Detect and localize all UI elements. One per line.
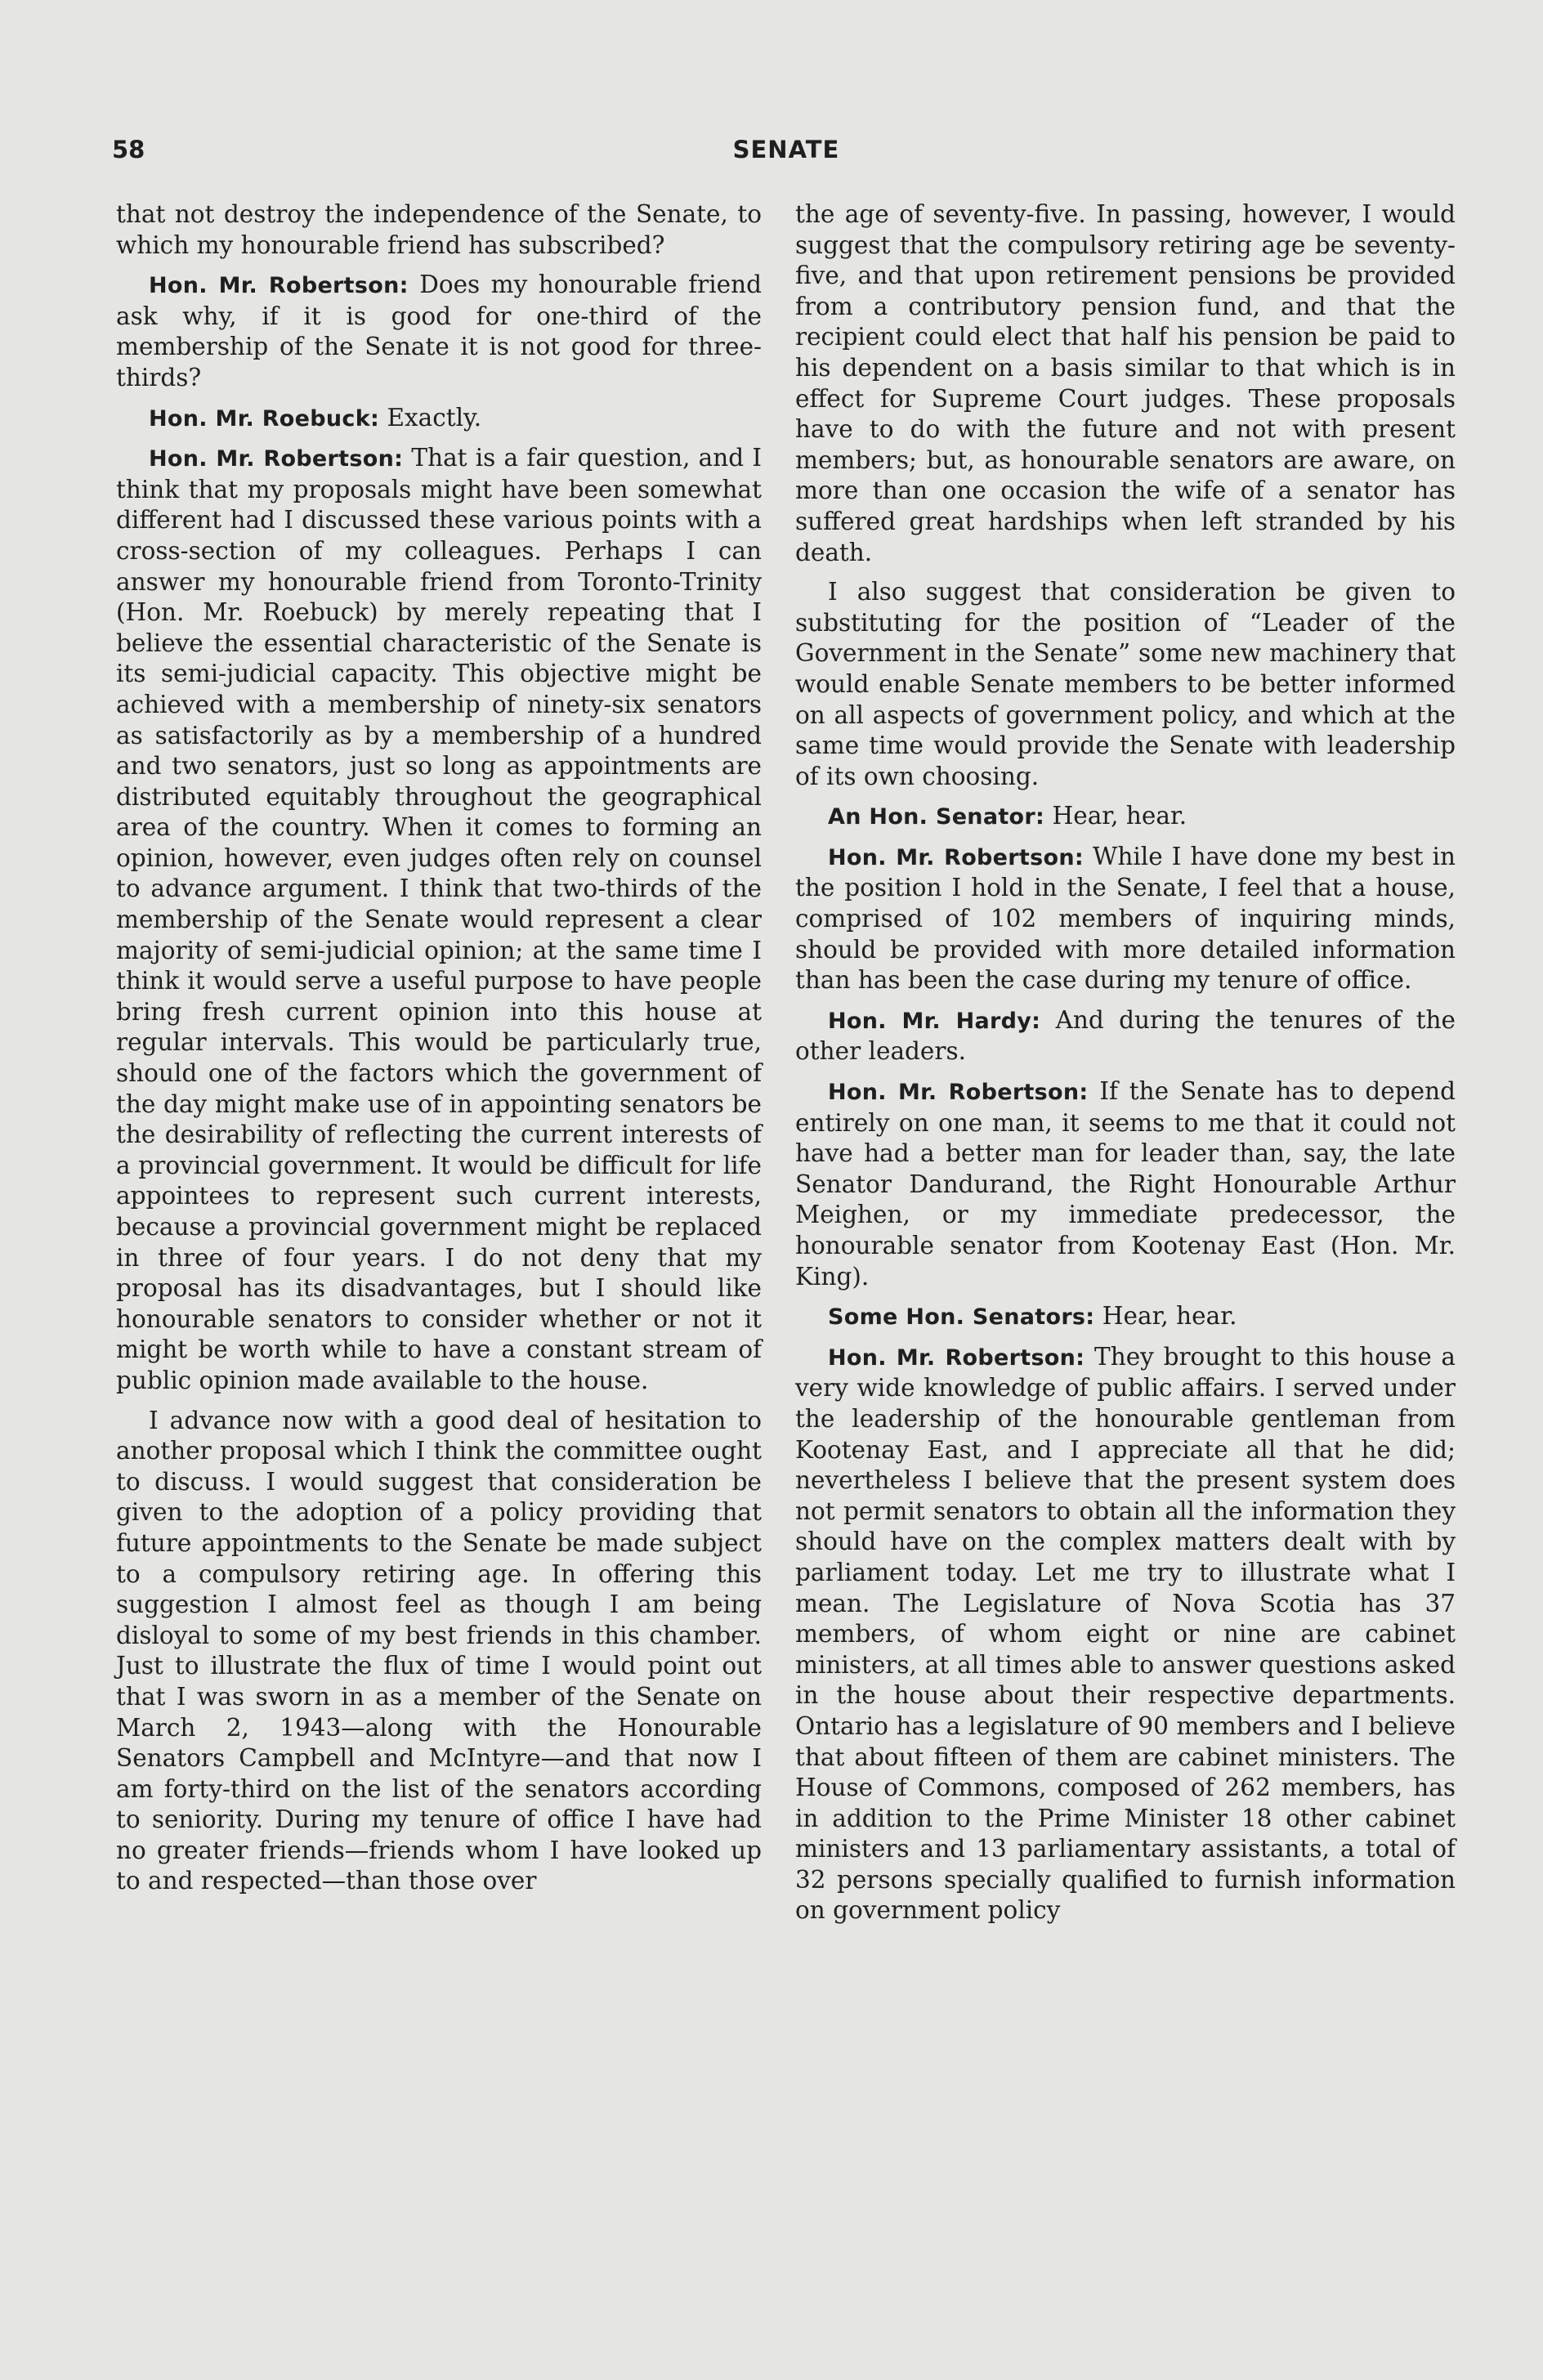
page-title: SENATE	[732, 136, 840, 163]
paragraph	[795, 199, 1456, 568]
paragraph	[795, 577, 1456, 792]
speaker-name: Hon. Mr. Robertson:	[149, 446, 404, 472]
paragraph	[116, 199, 762, 261]
paragraph-text: Hear, hear.	[1052, 802, 1187, 830]
paragraph	[795, 842, 1456, 996]
paragraph-text: That is a fair question, and I think that my proposals might have been somewhat different had I discussed these various points with a cross-section of my colleagues. Perhaps I can answer my honourable friend from Toronto-Trinity (Hon. Mr. Roebuck) by merely repeating that I believe the essential characteristic of the Senate is its semi-judicial capacity. This objective might be achieved with a membership of ninety-six senators as satisfactorily as by a membership of a hundred and two senators, just so long as appointments are distributed equitably throughout the geographical area of the country. When it comes to forming an opinion, however, even judges often rely on counsel to advance argument. I think that two-thirds of the membership of the Senate would represent a clear majority of semi-judicial opinion; at the same time I think it would serve a useful purpose to have people bring fresh current opinion into this house at regular intervals. This would be particularly true, should one of the factors which the government of the day might make use of in appointing senators be the desirability of reflecting the current interests of a provincial government. It would be difficult for life appointees to represent such current interests, because a provincial government might be replaced in three of four years. I do not deny that my proposal has its disadvantages, but I should like honourable senators to consider whether or not it might be worth while to have a constant stream of public opinion made available to the house.	[116, 444, 762, 1394]
speaker-name: Hon. Mr. Hardy:	[828, 1008, 1041, 1034]
paragraph	[116, 270, 762, 393]
paragraph	[795, 1076, 1456, 1292]
paragraph-text: the age of seventy-five. In passing, however, I would suggest that the compulsory retiring age be seventy-five, and that upon retirement pensions be provided from a contributory pension fund, and that the recipient could elect that half his pension be paid to his dependent on a basis similar to that which is in effect for Supreme Court judges. These proposals have to do with the future and not with present members; but, as honourable senators are aware, on more than one occasion the wife of a senator has suffered great hardships when left stranded by his death.	[795, 200, 1456, 566]
paragraph-text: Does my honourable friend ask why, if it is good for one-third of the membership of the Senate it is not good for three-thirds?	[116, 271, 762, 391]
paragraph-text: And during the tenures of the other leaders.	[795, 1005, 1456, 1066]
paragraph-text: that not destroy the independence of the Senate, to which my honourable friend has subscribed?	[116, 200, 762, 259]
speaker-name: Hon. Mr. Robertson:	[828, 844, 1084, 870]
speaker-name: Hon. Mr. Robertson:	[828, 1080, 1089, 1106]
speaker-name: Hon. Mr. Robertson:	[149, 273, 409, 299]
paragraph-text: Exactly.	[387, 403, 482, 432]
paragraph-text: I advance now with a good deal of hesitation to another proposal which I think the committee ought to discuss. I would suggest that consideration be given to the adoption of a policy providing that future appointments to the Senate be made subject to a compulsory retiring age. In offering this suggestion I almost feel as though I am being disloyal to some of my best friends in this chamber. Just to illustrate the flux of time I would point out that I was sworn in as a member of the Senate on March 2, 1943—along with the Honourable Senators Campbell and McIntyre—and that now I am forty-third on the list of the senators according to seniority. During my tenure of office I have had no greater friends—friends whom I have looked up to and respected—than those over	[116, 1406, 762, 1895]
paragraph-text: If the Senate has to depend entirely on one man, it seems to me that it could not have had a better man for leader than, say, the late Senator Dandurand, the Right Honourable Arthur Meighen, or my immediate predecessor, the honourable senator from Kootenay East (Hon. Mr. King).	[795, 1077, 1456, 1291]
speaker-name: Some Hon. Senators:	[828, 1304, 1095, 1331]
paragraph	[116, 1406, 762, 1898]
speaker-name: Hon. Mr. Roebuck:	[149, 405, 380, 432]
paragraph	[795, 801, 1456, 833]
left-column	[116, 199, 762, 1906]
paragraph	[116, 403, 762, 435]
paragraph	[795, 1301, 1456, 1333]
paragraph	[795, 1342, 1456, 1926]
paragraph-text: While I have done my best in the position I hold in the Senate, I feel that a house, comprised of 102 members of inquiring minds, should be provided with more detailed information than has been the case during my tenure of office.	[795, 842, 1456, 995]
paragraph	[795, 1005, 1456, 1067]
paragraph-text: I also suggest that consideration be given to substituting for the position of “Leader of the Government in the Senate” some new machinery that would enable Senate members to be better informed on all aspects of government policy, and which at the same time would provide the Senate with leadership of its own choosing.	[795, 578, 1456, 790]
paragraph	[116, 443, 762, 1396]
speaker-name: An Hon. Senator:	[828, 804, 1045, 830]
page-header	[112, 136, 1460, 177]
right-column	[795, 199, 1456, 1935]
page-number: 58	[112, 136, 145, 163]
paragraph-text: They brought to this house a very wide knowledge of public affairs. I served under the leadership of the honourable gentleman from Kootenay East, and I appreciate all that he did; nevertheless I believe that the present system does not permit senators to obtain all the information they should have on the complex matters dealt with by parliament today. Let me try to illustrate what I mean. The Legislature of Nova Scotia has 37 members, of whom eight or nine are cabinet ministers, at all times able to answer questions asked in the house about their respective departments. Ontario has a legislature of 90 members and I believe that about fifteen of them are cabinet ministers. The House of Commons, composed of 262 members, has in addition to the Prime Minister 18 other cabinet ministers and 13 parliamentary assistants, a total of 32 persons specially qualified to furnish information on government policy	[795, 1342, 1456, 1925]
paragraph-text: Hear, hear.	[1102, 1302, 1237, 1331]
speaker-name: Hon. Mr. Robertson:	[828, 1344, 1085, 1371]
